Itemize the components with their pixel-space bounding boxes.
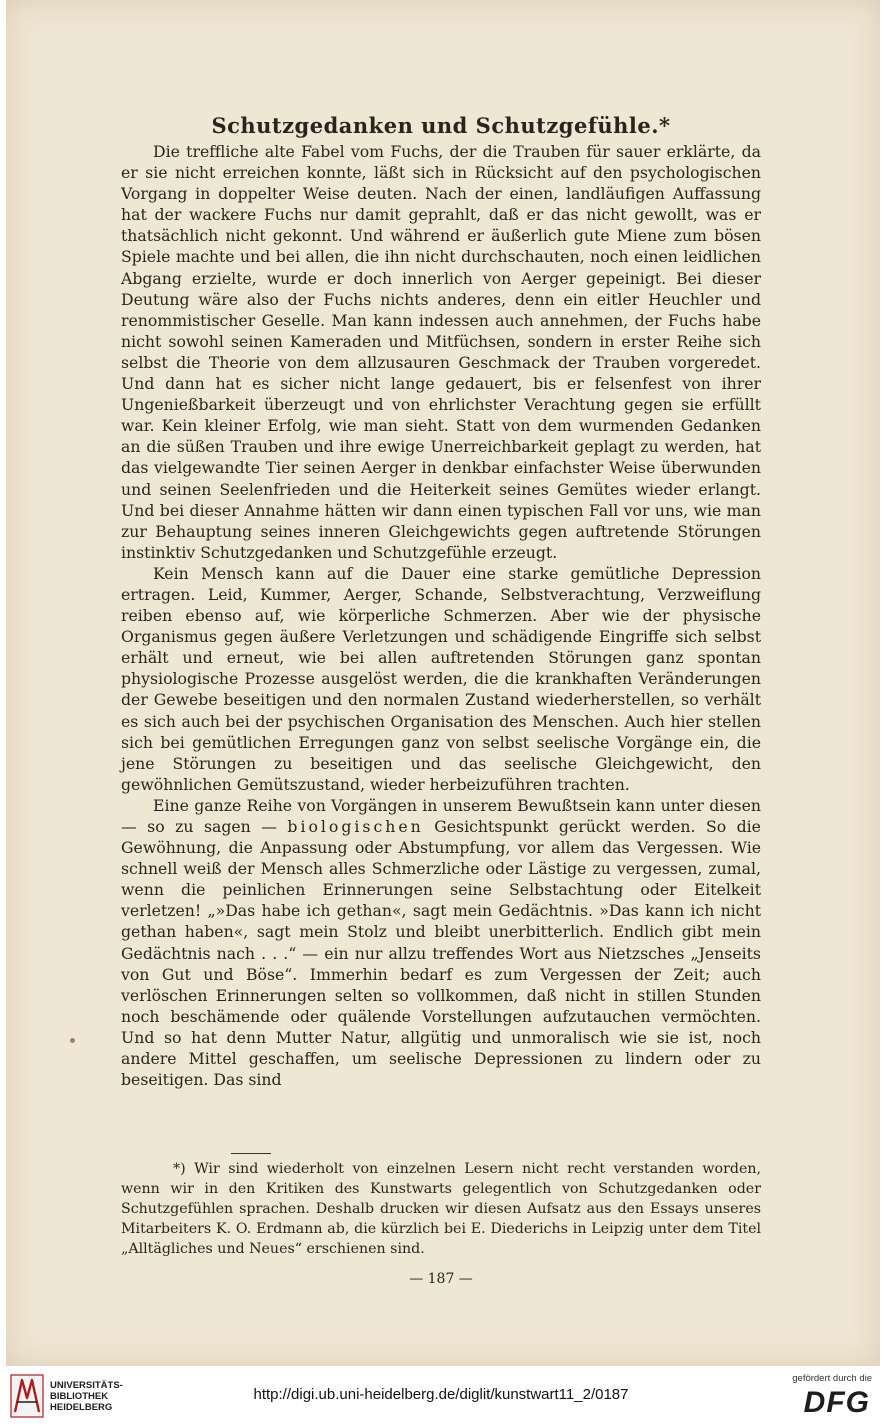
funded-by-label: gefördert durch die [792,1373,872,1384]
university-line-3: HEIDELBERG [50,1402,113,1413]
dfg-logo: DFG [803,1386,870,1419]
paragraph-3-end: Gesichtspunkt gerückt werden. So die Gewöhnung, die Anpassung oder Abstumpfung, vor allem das Vergessen. Wie schnell weiß der Mensch alles Schmerzliche oder Lästige zu vergessen, zumal, wenn die peinlichen Erinnerungen seine Selbstachtung oder Eitelkeit verletzen! „»Das habe ich gethan«, sagt mein Gedächtnis. »Das kann ich nicht gethan haben«, sagt mein Stolz und bleibt unerbitterlich. Endlich gibt mein Gedächtnis nach . . .“ — ein nur allzu treffendes Wort aus Nietzsches „Jenseits von Gut und Böse“. Immerhin bedarf es zum Vergessen der Zeit; auch verlöschen Erinnerungen selten so vollkommen, daß nicht in stillen Stunden noch beschämende oder quälende Vorstellungen aufzutauchen vermöchten. Und so hat denn Mutter Natur, allgütig und unmoralisch wie sie ist, noch andere Mittel geschaffen, um seelische Depressionen zu lindern oder zu beseitigen. Das sind [121,817,761,1090]
permalink-url[interactable]: http://digi.ub.uni-heidelberg.de/diglit/kunstwart11_2/0187 [253,1386,629,1403]
university-line-2: BIBLIOTHEK [50,1391,109,1402]
article-body [121,141,761,1090]
paragraph-3 [121,795,761,1090]
article-title: Schutzgedanken und Schutzgefühle.* [211,113,671,138]
paragraph-3-start: Eine ganze Reihe von Vorgängen in unserem Bewußtsein kann unter diesen — so zu sagen — [121,795,761,836]
paragraph-1: Die treffliche alte Fabel vom Fuchs, der die Trauben für sauer erklärte, da er sie nicht erreichen konnte, läßt sich in Rücksicht auf den psychologischen Vorgang in doppelter Weise deuten. Nach der einen, landläufigen Auffassung hat der wackere Fuchs nur damit geprahlt, daß er das nicht gewollt, was er thatsächlich nicht gekonnt. Und während er äußerlich gute Miene zum bösen Spiele machte und bei allen, die ihn nicht durchschauten, noch einen leidlichen Abgang erzielte, wurde er doch innerlich von Aerger gepeinigt. Bei dieser Deutung wäre also der Fuchs nichts anderes, denn ein eitler Heuchler und renommistischer Geselle. Man kann indessen auch annehmen, der Fuchs habe nicht sowohl seinen Kameraden und Mitfüchsen, sondern in erster Reihe sich selbst die Theorie von dem allzusauren Geschmack der Trauben vorgeredet. Und dann hat es sicher nicht lange gedauert, bis er felsenfest von ihrer Ungenießbarkeit überzeugt und von ehrlichster Verachtung gegen sie erfüllt war. Kein kleiner Erfolg, wie man sieht. Statt von dem wurmenden Gedanken an die süßen Trauben und ihre ewige Unerreichbarkeit geplagt zu werden, hat das vielgewandte Tier seinen Aerger in denkbar einfachster Weise überwunden und seinen Seelenfrieden und die Heiterkeit seines Gemütes wieder erlangt. Und bei dieser Annahme hätten wir dann einen typischen Fall vor uns, wie man zur Behauptung seines inneren Gleichgewichts gegen auftretende Störungen instinktiv Schutzgedanken und Schutzgefühle erzeugt. [121,142,761,562]
footnote-divider [231,1153,271,1154]
emphasized-word: biologischen [287,817,424,836]
paragraph-2: Kein Mensch kann auf die Dauer eine starke gemütliche Depression ertragen. Leid, Kummer, Aerger, Schande, Selbstverachtung, Verzweiflung reiben ebenso auf, wie körperliche Schmerzen. Aber wie der physische Organismus gegen äußere Verletzungen und schädigende Eingriffe sich selbst erhält und erneut, wie bei allen auftretenden Störungen ganz spontan physiologische Prozesse ausgelöst werden, die die krankhaften Veränderungen der Gewebe beseitigen und den normalen Zustand wiederherstellen, so verhält es sich auch bei der psychischen Organisation des Menschen. Auch hier stellen sich bei gemütlichen Erregungen ganz von selbst seelische Vorgänge ein, die jene Störungen zu beseitigen und das seelische Gleichgewicht, den gewöhnlichen Gemütszustand, wieder herbeizuführen trachten. [121,563,761,794]
page-number: — 187 — [409,1271,473,1287]
margin-speck [70,1038,75,1043]
footnote: *) Wir sind wiederholt von einzelnen Lesern nicht recht verstanden worden, wenn wir in den Kritiken des Kunstwarts gelegentlich von Schutzgedanken oder Schutzgefühlen sprachen. Deshalb drucken wir diesen Aufsatz aus den Essays unseres Mitarbeiters K. O. Erdmann ab, die kürzlich bei E. Diederichs in Leipzig unter dem Titel „Alltägliches und Neues“ erschienen sind. [121,1161,761,1257]
university-line-1: UNIVERSITÄTS- [50,1380,123,1391]
